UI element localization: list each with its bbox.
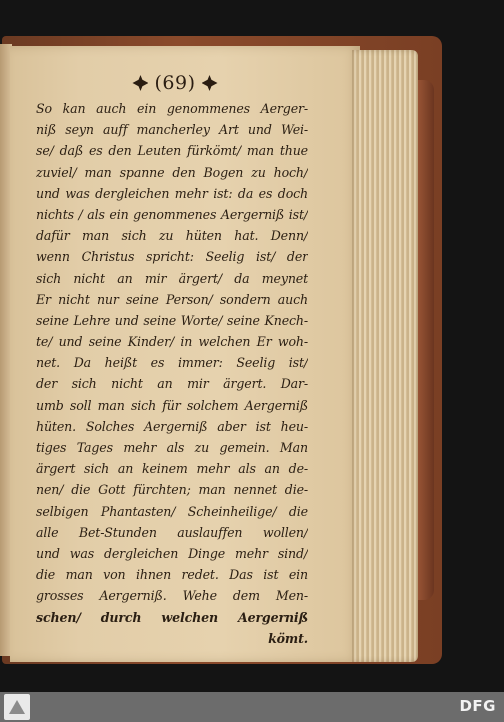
text-line: kömt. — [268, 630, 308, 646]
text-line: die man von ihnen redet. Das ist ein — [36, 567, 308, 583]
dfg-logo: DFG — [459, 697, 496, 715]
text-line: alle Bet-Stunden auslauffen wollen/ — [36, 524, 308, 540]
text-line: nen/ die Gott fürchten; man nennet die- — [36, 482, 308, 498]
text-line: se/ daß es den Leuten fürkömt/ man thue — [36, 143, 308, 159]
text-line: ärgert sich an keinem mehr als an de- — [36, 461, 308, 477]
text-line: net. Da heißt es immer: Seelig ist/ — [36, 355, 308, 371]
text-line: Er nicht nur seine Person/ sondern auch — [36, 291, 308, 307]
library-logo — [4, 694, 30, 720]
text-line: und was dergleichen mehr ist: da es doch — [36, 185, 308, 201]
ornament-left-icon — [132, 75, 148, 91]
text-line: seine Lehre und seine Worte/ seine Knech- — [36, 312, 308, 328]
page-number: (69) — [154, 72, 196, 94]
text-line: und was dergleichen Dinge mehr sind/ — [36, 545, 308, 561]
library-logo-icon — [9, 700, 25, 714]
text-line: So kan auch ein genommenes Aerger- — [36, 101, 308, 116]
text-line: grosses Aergerniß. Wehe dem Men- — [36, 588, 308, 604]
text-line: nichts / als ein genommenes Aergerniß ist/ — [36, 206, 308, 222]
text-line: wenn Christus spricht: Seelig ist/ der — [36, 249, 308, 265]
ornament-right-icon — [202, 75, 218, 91]
text-line: niß seyn auff mancherley Art und Wei- — [36, 122, 308, 138]
text-line: dafür man sich zu hüten hat. Denn/ — [36, 228, 308, 244]
text-line: zuviel/ man spanne den Bogen zu hoch/ — [36, 164, 308, 180]
page-text-block — [36, 98, 308, 649]
viewer-footer-bar — [0, 692, 504, 722]
page-header — [120, 70, 230, 96]
text-line: der sich nicht an mir ärgert. Dar- — [36, 376, 308, 392]
page-stack — [352, 50, 418, 662]
text-line: schen/ durch welchen Aergerniß — [36, 609, 308, 625]
text-line: te/ und seine Kinder/ in welchen Er woh- — [36, 334, 308, 350]
text-line: hüten. Solches Aergerniß aber ist heu- — [36, 418, 308, 434]
text-line: tiges Tages mehr als zu gemein. Man — [36, 440, 308, 455]
text-line: selbigen Phantasten/ Scheinheilige/ die — [36, 503, 308, 519]
text-line: umb soll man sich für solchem Aergerniß — [36, 397, 308, 413]
text-line: sich nicht an mir ärgert/ da meynet — [36, 270, 308, 286]
